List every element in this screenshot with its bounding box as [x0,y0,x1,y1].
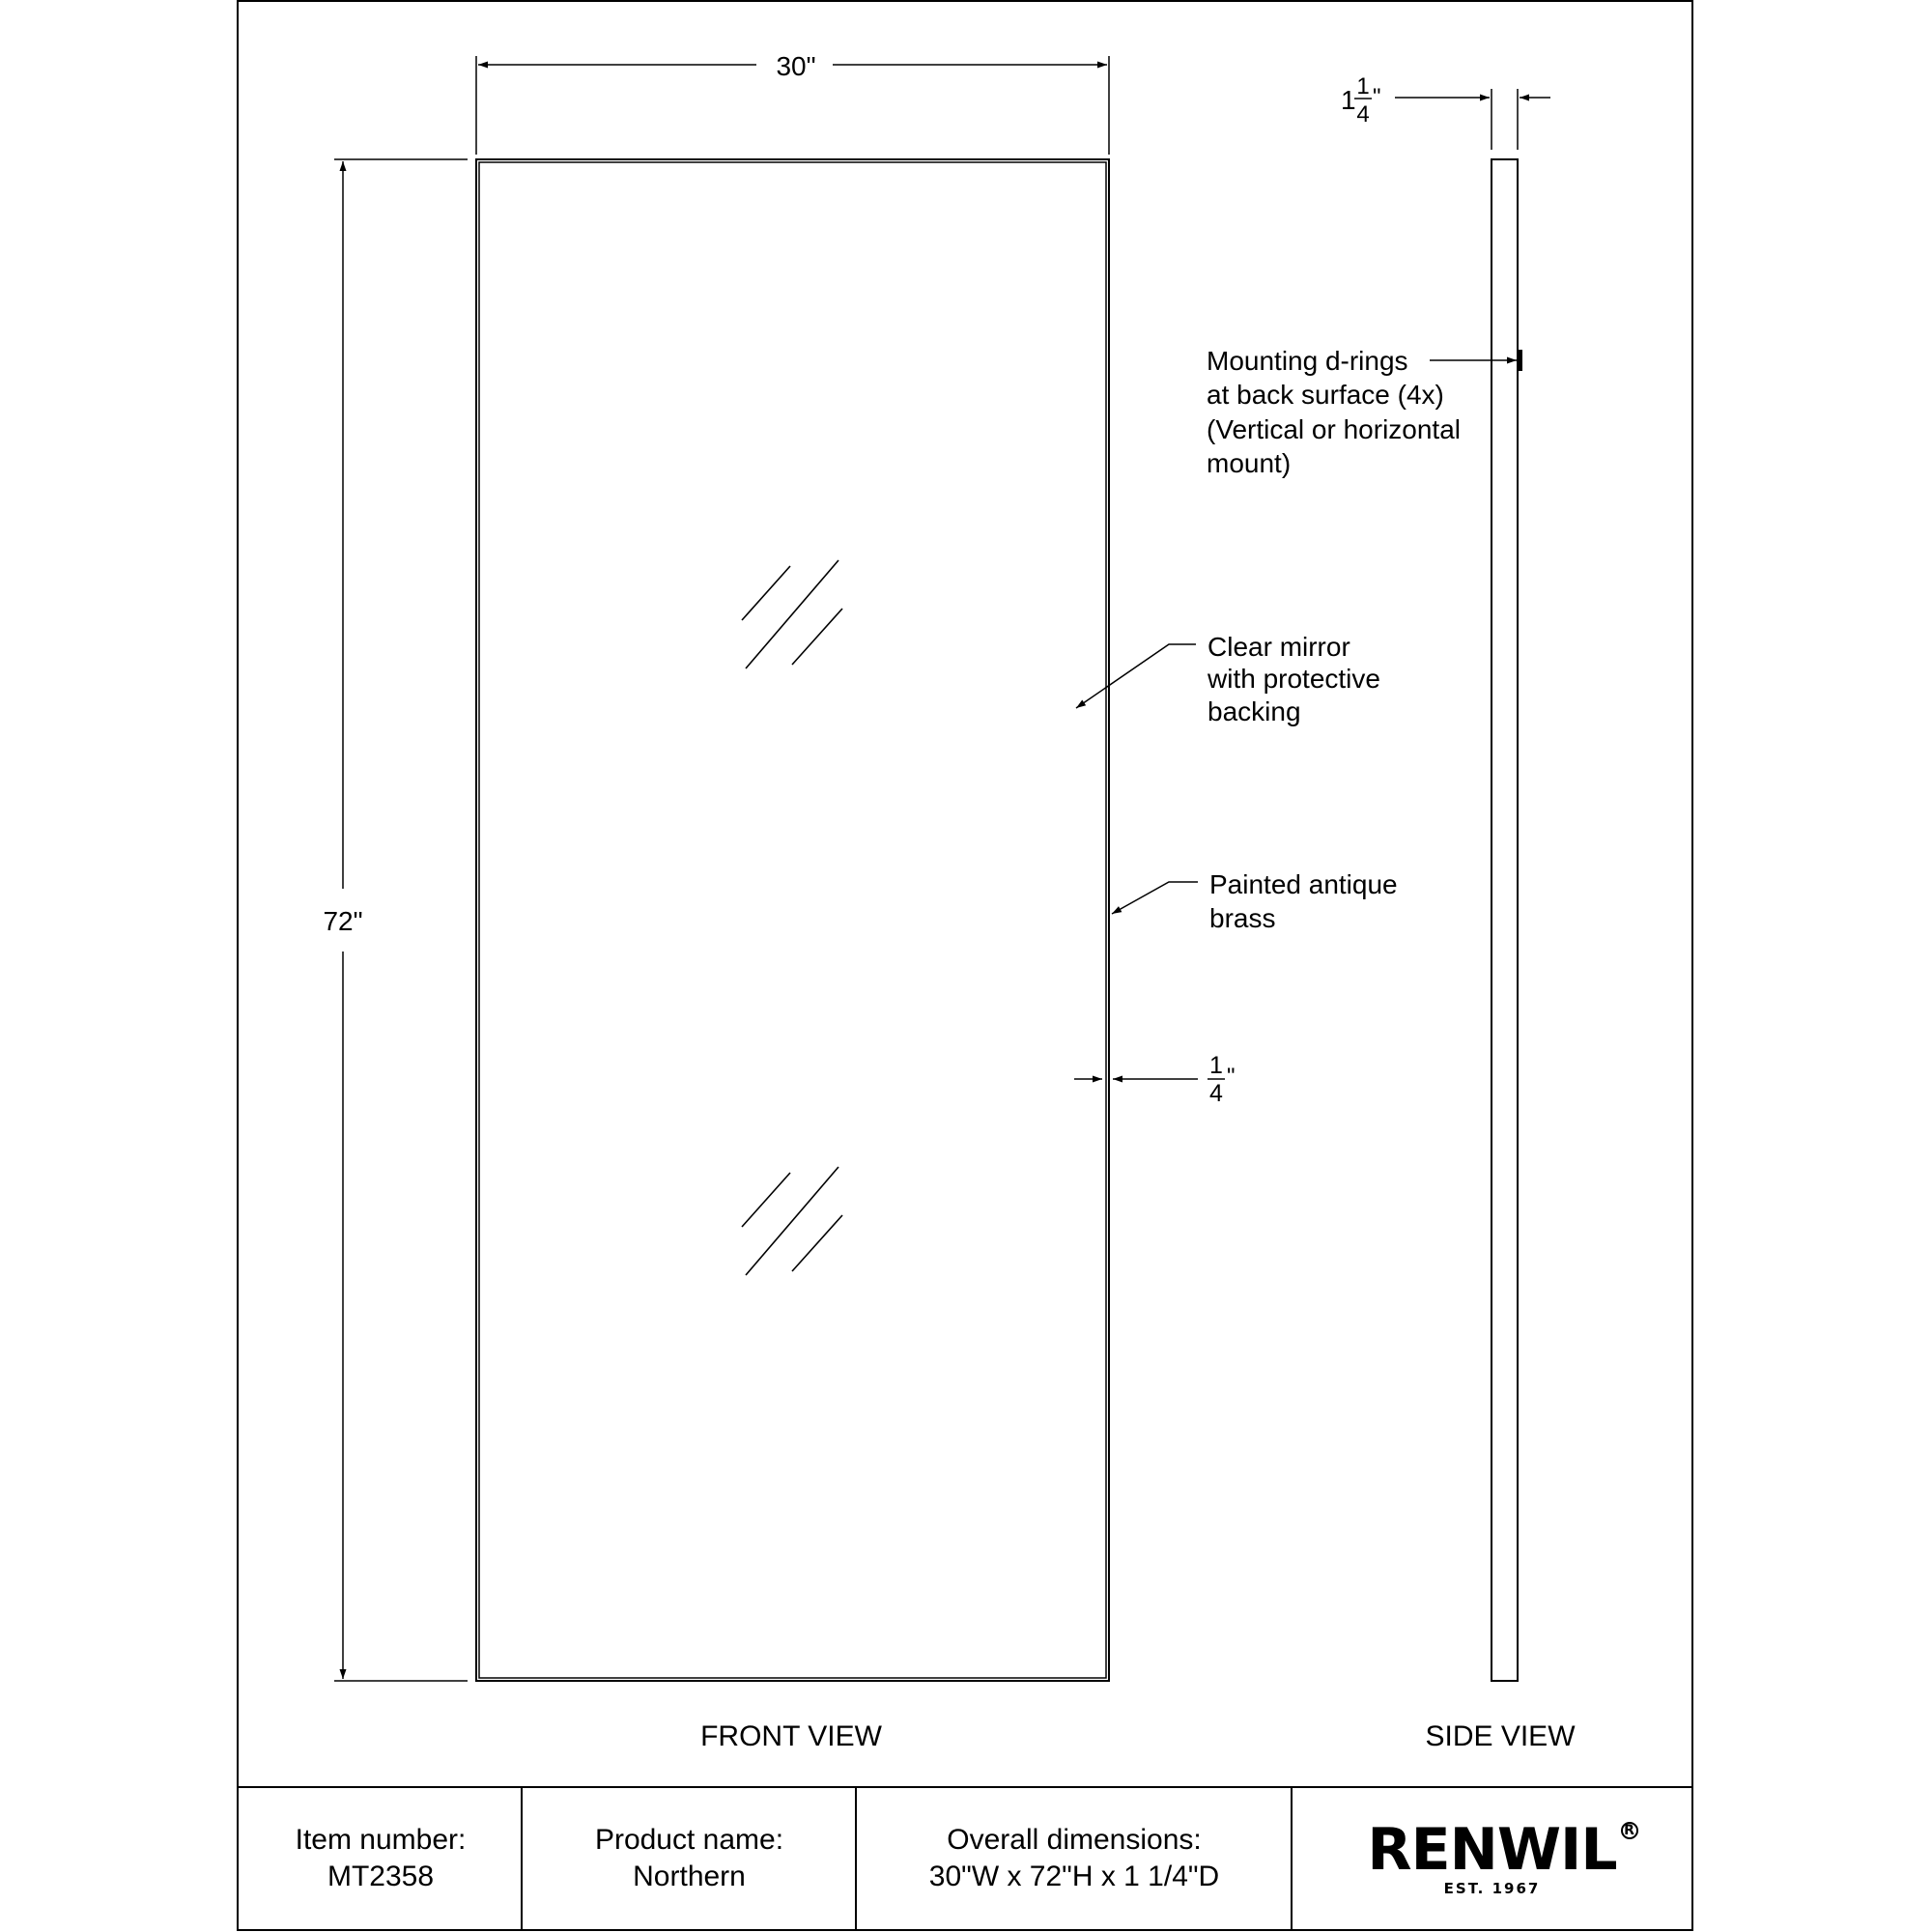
overall-dimensions-cell [857,1787,1292,1930]
registered-mark-icon: R [1621,1822,1638,1839]
mirror-leader [1076,644,1196,708]
product-name-cell [523,1787,856,1930]
width-dim-label: 30" [776,51,816,81]
height-dim-label: 72" [323,906,363,936]
mounting-callout: Mounting d-rings at back surface (4x) (Vertical or horizontal mount) [1207,346,1462,478]
d-ring [1519,350,1522,371]
mirror-glass [479,162,1106,1678]
frame-frac-den: 4 [1209,1080,1223,1107]
brand-name: RENWIL R [1367,1820,1616,1880]
mirror-callout: Clear mirror with protective backing [1208,632,1380,726]
depth-inch-mark: " [1373,84,1381,110]
item-number-label: Item number: [295,1824,467,1856]
depth-whole: 1 [1341,85,1356,115]
overall-dimensions-label: Overall dimensions: [947,1824,1202,1856]
reflection-marks-upper [742,560,842,668]
front-view [323,51,1405,1752]
overall-dimensions-value: 30"W x 72"H x 1 1/4"D [928,1861,1220,1892]
front-view-label: FRONT VIEW [700,1720,882,1752]
sheet-border [238,1,1692,1930]
finish-leader [1112,882,1198,914]
brand-logo [1292,1787,1692,1930]
depth-frac-num: 1 [1356,73,1370,99]
item-number-value: MT2358 [327,1861,435,1892]
mirror-frame-outer [476,159,1109,1681]
product-name-value: Northern [633,1861,746,1892]
side-profile [1492,159,1518,1681]
brand-established: EST. 1967 [1443,1880,1541,1897]
frame-inch-mark: " [1227,1064,1236,1090]
finish-callout: Painted antique brass [1209,869,1398,933]
side-view-label: SIDE VIEW [1425,1720,1576,1752]
depth-dimension [1395,89,1550,150]
frame-frac-num: 1 [1209,1052,1223,1079]
reflection-marks-lower [742,1167,842,1275]
item-number-cell [240,1787,522,1930]
product-name-label: Product name: [594,1824,784,1856]
depth-frac-den: 4 [1356,101,1370,128]
